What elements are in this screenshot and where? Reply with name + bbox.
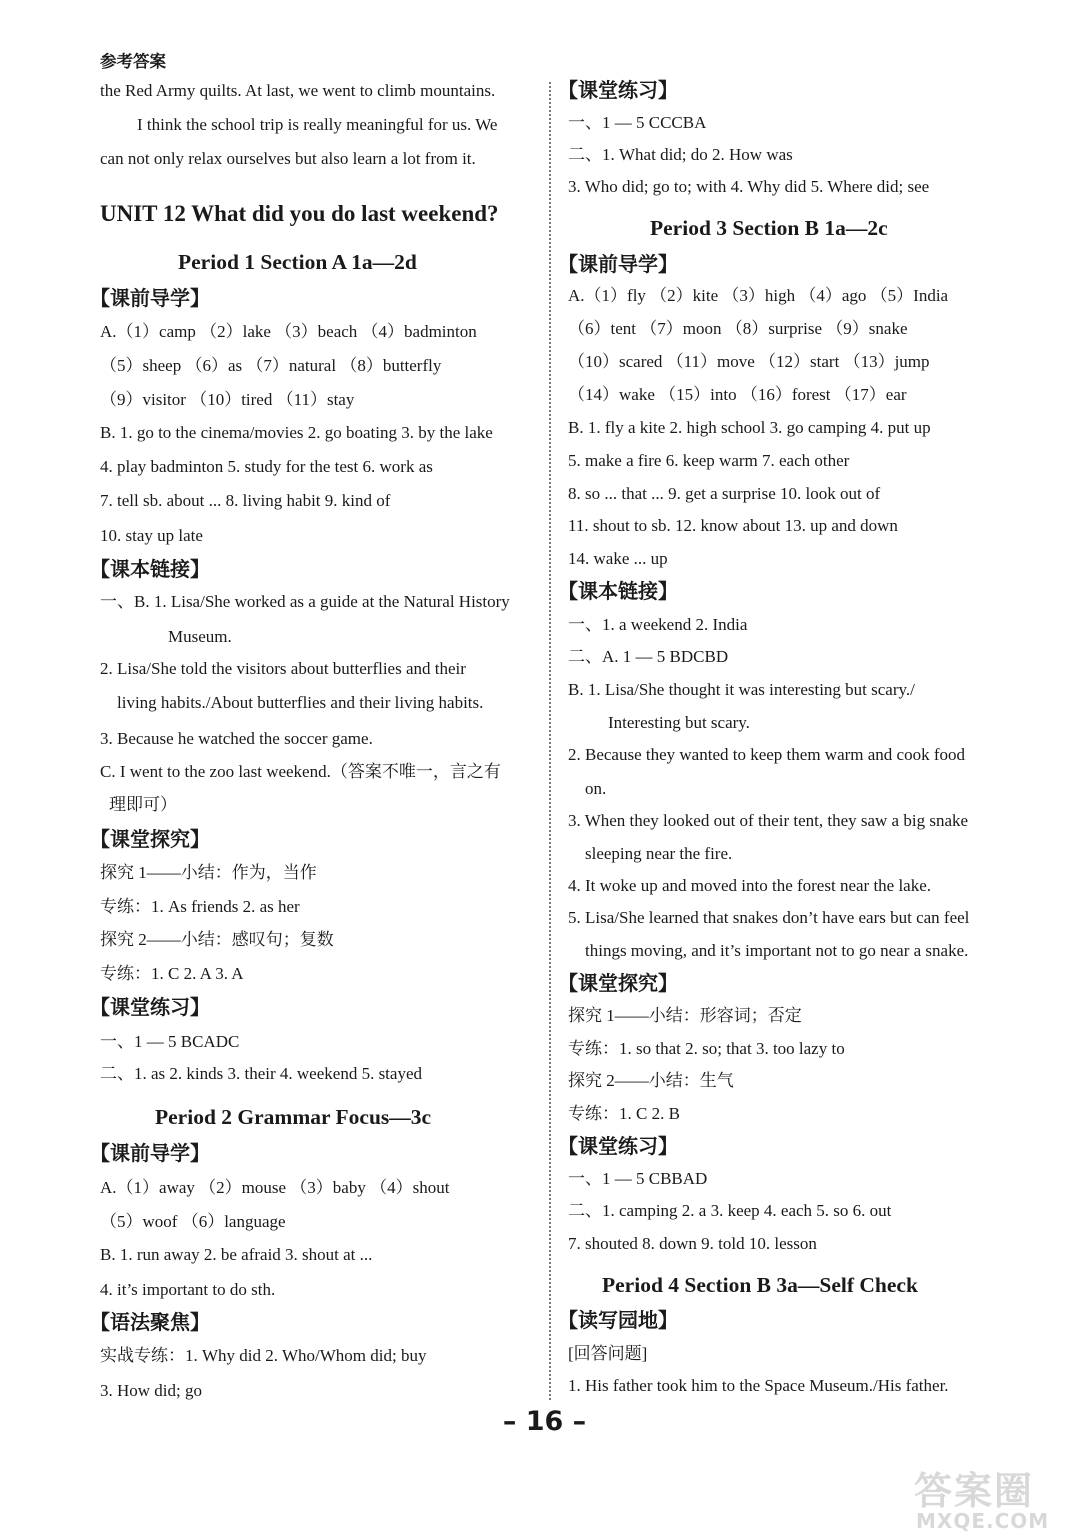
- page-header-label: 参考答案: [100, 52, 166, 71]
- period-heading: Period 2 Grammar Focus—3c: [155, 1105, 432, 1129]
- section-heading: 【课本链接】: [90, 559, 210, 581]
- answer-line: A.（1）fly （2）kite （3）high （4）ago （5）India: [568, 286, 949, 305]
- section-heading: 【课前导学】: [558, 254, 678, 276]
- answer-line: 二、A. 1 — 5 BDCBD: [568, 647, 729, 666]
- answer-line: A.（1）camp （2）lake （3）beach （4）badminton: [100, 322, 477, 341]
- answer-line: 一、1 — 5 CBBAD: [568, 1169, 708, 1188]
- answer-line: 实战专练：1. Why did 2. Who/Whom did; buy: [100, 1346, 427, 1365]
- answer-line: can not only relax ourselves but also learn a lot from it.: [100, 149, 476, 168]
- period-heading: Period 4 Section B 3a—Self Check: [602, 1273, 918, 1297]
- answer-line: 3. Who did; go to; with 4. Why did 5. Where did; see: [568, 177, 930, 196]
- answer-line: 4. It woke up and moved into the forest near the lake.: [568, 876, 932, 895]
- answer-line: 理即可）: [109, 795, 177, 814]
- answer-line: 10. stay up late: [100, 526, 203, 545]
- answer-line: 探究 1——小结：作为，当作: [100, 863, 317, 882]
- answer-line: 专练：1. C 2. B: [568, 1104, 680, 1123]
- answer-line: [回答问题]: [568, 1344, 648, 1363]
- section-heading: 【课堂练习】: [558, 1136, 678, 1158]
- answer-line: 专练：1. As friends 2. as her: [100, 897, 300, 916]
- answer-line: 5. Lisa/She learned that snakes don’t have ears but can feel: [568, 908, 970, 927]
- answer-line: 探究 1——小结：形容词；否定: [568, 1006, 802, 1025]
- answer-line: on.: [585, 779, 607, 798]
- answer-line: （14）wake （15）into （16）forest （17）ear: [568, 385, 907, 404]
- answer-line: 探究 2——小结：生气: [568, 1071, 734, 1090]
- section-heading: 【课堂练习】: [90, 997, 210, 1019]
- section-heading: 【课前导学】: [90, 288, 210, 310]
- answer-line: 一、B. 1. Lisa/She worked as a guide at the Natural History: [100, 592, 510, 611]
- column-divider: [549, 82, 551, 1400]
- answer-line: B. 1. go to the cinema/movies 2. go boating 3. by the lake: [100, 423, 493, 442]
- period-heading: Period 3 Section B 1a—2c: [650, 216, 888, 240]
- answer-line: 11. shout to sb. 12. know about 13. up and down: [568, 516, 898, 535]
- answer-line: 4. it’s important to do sth.: [100, 1280, 276, 1299]
- answer-line: 一、1 — 5 BCADC: [100, 1032, 240, 1051]
- answer-line: B. 1. Lisa/She thought it was interesting but scary./: [568, 680, 915, 699]
- answer-line: things moving, and it’s important not to go near a snake.: [585, 941, 969, 960]
- answer-line: 7. tell sb. about ... 8. living habit 9. kind of: [100, 491, 391, 510]
- answer-line: 2. Lisa/She told the visitors about butterflies and their: [100, 659, 466, 678]
- answer-line: 探究 2——小结：感叹句；复数: [100, 930, 334, 949]
- answer-line: 3. How did; go: [100, 1381, 202, 1400]
- answer-line: 14. wake ... up: [568, 549, 668, 568]
- answer-line: 7. shouted 8. down 9. told 10. lesson: [568, 1234, 817, 1253]
- section-heading: 【课堂探究】: [558, 973, 678, 995]
- answer-line: 5. make a fire 6. keep warm 7. each other: [568, 451, 850, 470]
- section-heading: 【读写园地】: [558, 1310, 678, 1332]
- answer-line: （6）tent （7）moon （8）surprise （9）snake: [568, 319, 908, 338]
- watermark-logo: [892, 1470, 1082, 1532]
- answer-line: 二、1. as 2. kinds 3. their 4. weekend 5. stayed: [100, 1064, 422, 1083]
- answer-line: （9）visitor （10）tired （11）stay: [100, 390, 355, 409]
- answer-line: B. 1. run away 2. be afraid 3. shout at ...: [100, 1245, 373, 1264]
- section-heading: 【课前导学】: [90, 1143, 210, 1165]
- section-heading: 【课堂探究】: [90, 829, 210, 851]
- answer-line: 一、1. a weekend 2. India: [568, 615, 748, 634]
- answer-line: 2. Because they wanted to keep them warm and cook food: [568, 745, 966, 764]
- watermark-text: 答案圈: [914, 1469, 1035, 1513]
- page-number: – 16 –: [502, 1406, 587, 1437]
- answer-line: 1. His father took him to the Space Museum./His father.: [568, 1376, 949, 1395]
- unit-title: UNIT 12 What did you do last weekend?: [100, 201, 499, 226]
- answer-line: 一、1 — 5 CCCBA: [568, 113, 707, 132]
- answer-line: Interesting but scary.: [608, 713, 750, 732]
- answer-line: （10）scared （11）move （12）start （13）jump: [568, 352, 930, 371]
- watermark-url: MXQE.COM: [916, 1509, 1050, 1533]
- answer-line: A.（1）away （2）mouse （3）baby （4）shout: [100, 1178, 450, 1197]
- section-heading: 【课堂练习】: [558, 80, 678, 102]
- answer-line: （5）woof （6）language: [100, 1212, 286, 1231]
- answer-line: （5）sheep （6）as （7）natural （8）butterfly: [100, 356, 442, 375]
- answer-line: Museum.: [168, 627, 232, 646]
- period-heading: Period 1 Section A 1a—2d: [178, 250, 417, 274]
- answer-line: 3. When they looked out of their tent, they saw a big snake: [568, 811, 969, 830]
- answer-line: 二、1. What did; do 2. How was: [568, 145, 793, 164]
- answer-line: the Red Army quilts. At last, we went to climb mountains.: [100, 81, 496, 100]
- answer-line: sleeping near the fire.: [585, 844, 733, 863]
- answer-line: C. I went to the zoo last weekend.（答案不唯一，言之有: [100, 762, 501, 781]
- section-heading: 【语法聚焦】: [90, 1312, 210, 1334]
- answer-line: 4. play badminton 5. study for the test 6. work as: [100, 457, 433, 476]
- answer-line: 专练：1. so that 2. so; that 3. too lazy to: [568, 1039, 845, 1058]
- section-heading: 【课本链接】: [558, 581, 678, 603]
- answer-line: living habits./About butterflies and their living habits.: [117, 693, 484, 712]
- answer-line: B. 1. fly a kite 2. high school 3. go camping 4. put up: [568, 418, 931, 437]
- answer-line: 3. Because he watched the soccer game.: [100, 729, 373, 748]
- answer-line: 8. so ... that ... 9. get a surprise 10. look out of: [568, 484, 881, 503]
- answer-line: 二、1. camping 2. a 3. keep 4. each 5. so 6. out: [568, 1201, 892, 1220]
- answer-line: I think the school trip is really meaningful for us. We: [137, 115, 498, 134]
- answer-line: 专练：1. C 2. A 3. A: [100, 964, 244, 983]
